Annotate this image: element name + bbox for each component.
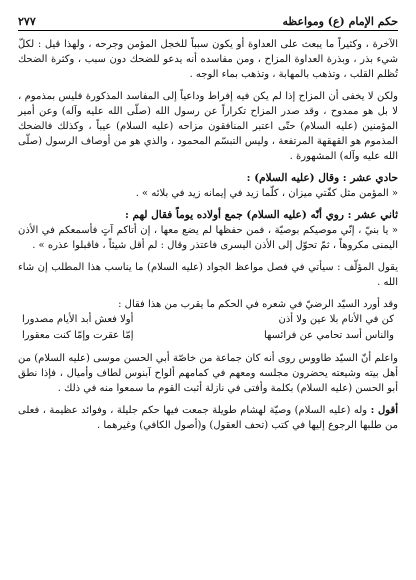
paragraph-mizah-permitted: ولكن لا يخفى أن المزاح إذا لم يكن فيه إفراط وداعياً إلى المفاسد المذكورة فليس بمذموم ، لا بل هو ممدوح ، وقد صدر المزاح تكراراً عن رسول الله (صلّى الله عليه وآله) وعن أمير المؤمنين (عليه السلام) حتّى اعتبر المنافقون مزاحه (عليه السلام) عيباً ، وكذلك فالضحك المذموم هو القهقهة المرتفعة ، وليس التبسّم المحمود ، والذي هو من أوصاف الرسول (صلّى الله عليه وآله) المشهورة .: [18, 91, 398, 162]
section-12-quote: « يا بنيّ ، إنّي موصيكم بوصيّة ، فمن حفظها لم يضع معها ، إن أتاكم آتٍ فأسمعكم في الأذن اليمنى مكروهاً ، ثمّ تحوّل إلى الأذن اليسرى فاعتذر وقال : لم أقل شيئاً ، فاقبلوا عذره » .: [18, 225, 398, 251]
author-note: يقول المؤلّف : سيأتي في فصل مواعظ الجواد (عليه السلام) ما يناسب هذا المطلب إن شاء الله .: [18, 262, 398, 288]
page-header: [18, 8, 398, 28]
page-number: ٢٧٧: [18, 15, 36, 28]
final-text: وله (عليه السلام) وصيّة لهشام طويلة جمعت فيها حكم جليلة ، وفوائد عظيمة ، فعلى من طلبها الرجوع إليها في كتب (تحف العقول) و(أصول الكافي) وغيرهما .: [18, 405, 398, 431]
verse-second-hemistich: إمّا عقرت وإمّا كنت معقورا: [22, 330, 134, 341]
poem-verse: [18, 328, 398, 344]
section-11-heading: حادي عشر : وقال (عليه السلام) :: [246, 172, 398, 184]
book-page: [18, 8, 398, 572]
paragraph-mizah-harms: الآخرة ، وكثيراً ما يبعث على العداوة أو يكون سبباً للخجل المؤمن وجرحه ، ولهذا قيل : لكلّ شيء بذر ، وبذرة العداوة المزاح ، ومن مفاسده أنه يدعو للضحك دون سبب ، وكثرة الضحك تُظلم القلب ، وتذهب بالمهابة ، وتذهب بماء الوجه .: [18, 39, 398, 80]
section-11-quote: « المؤمن مثل كفّتي ميزان ، كلّما زيد في إيمانه زيد في بلائه » .: [135, 188, 398, 199]
poem: [18, 312, 398, 344]
poem-verse: [18, 312, 398, 328]
page-body: [18, 37, 398, 433]
verse-first-hemistich: كن في الأنام بلا عين ولا أذن: [278, 314, 394, 325]
verse-first-hemistich: والناس أسد تحامي عن فرائسها: [263, 330, 394, 341]
section-12-heading: ثاني عشر : روي أنّه (عليه السلام) جمع أولاده يوماً فقال لهم :: [124, 209, 398, 221]
running-title: حكم الإمام (ع) ومواعظه: [282, 15, 398, 28]
final-lead: أقول :: [370, 405, 399, 416]
poem-intro: وقد أورد السيّد الرضيّ في شعره في الحكم ما يقرب من هذا فقال :: [118, 299, 398, 310]
tawus-paragraph: واعلم أنّ السيّد طاووس روى أنه كان جماعة من خاصّة أبي الحسن موسى (عليه السلام) من أهل بيته وشيعته يحضرون مجلسه ومعهم في كمامهم ألواح آبنوس لطاف وأميال ، فإذا نطق أبو الحسن (عليه السلام) بكلمة وأفتى في نازلة أثبت القوم ما سمعوا منه في ذلك .: [18, 353, 398, 394]
verse-second-hemistich: أولا فعش أبد الأيام مصدورا: [22, 314, 134, 325]
final-paragraph: [18, 403, 398, 433]
header-rule: [18, 30, 398, 31]
